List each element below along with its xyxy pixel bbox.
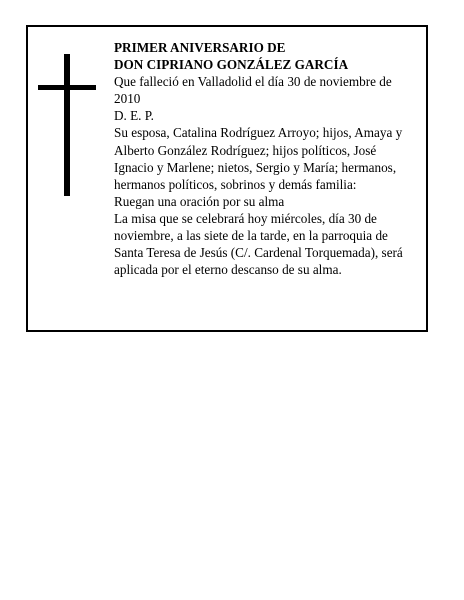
heading-deceased-name: DON CIPRIANO GONZÁLEZ GARCÍA	[114, 57, 349, 73]
cross-horizontal-bar	[38, 85, 96, 90]
family-list: Su esposa, Catalina Rodríguez Arroyo; hijos, Amaya y Alberto González Rodríguez; hijos políticos, José Ignacio y Marlene; nietos, Sergio y María; hermanos, hermanos políticos, sobrinos y demás familia:	[114, 125, 403, 192]
obituary-text	[114, 39, 416, 278]
latin-cross-icon	[38, 54, 96, 196]
prayer-request: Ruegan una oración por su alma	[114, 193, 285, 209]
cross-vertical-bar	[64, 54, 70, 196]
rest-in-peace: D. E. P.	[114, 108, 154, 124]
heading-anniversary: PRIMER ANIVERSARIO DE	[114, 40, 286, 55]
death-notice: Que falleció en Valladolid el día 30 de noviembre de 2010	[114, 74, 392, 107]
mass-info: La misa que se celebrará hoy miércoles, día 30 de noviembre, a las siete de la tarde, en la parroquia de Santa Teresa de Jesús (C/. Cardenal Torquemada), será aplicada por el eterno descanso de su alma.	[114, 210, 403, 278]
